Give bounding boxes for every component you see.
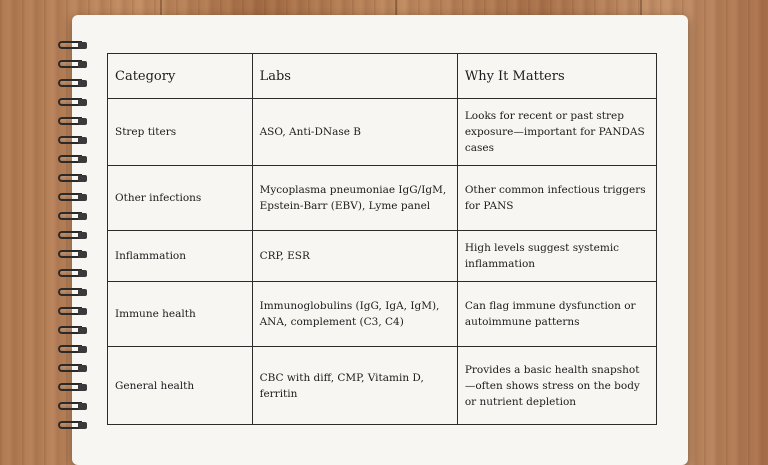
spiral-ring-icon [58, 325, 88, 336]
spiral-ring-icon [58, 97, 88, 108]
header-why-it-matters: Why It Matters [457, 54, 656, 99]
table-row [108, 99, 657, 166]
spiral-ring-icon [58, 344, 88, 355]
labs-cell: CRP, ESR [252, 231, 457, 282]
why-cell: Can flag immune dysfunction or autoimmune patterns [457, 282, 656, 347]
spiral-ring-icon [58, 287, 88, 298]
lab-tests-table [107, 53, 657, 425]
table-header-row [108, 54, 657, 99]
spiral-ring-icon [58, 249, 88, 260]
spiral-ring-icon [58, 420, 88, 431]
spiral-ring-icon [58, 40, 88, 51]
category-cell: Other infections [108, 166, 253, 231]
spiral-ring-icon [58, 78, 88, 89]
why-cell: Provides a basic health snapshot—often shows stress on the body or nutrient depletion [457, 347, 656, 425]
table-row [108, 166, 657, 231]
spiral-ring-icon [58, 382, 88, 393]
why-cell: High levels suggest systemic inflammation [457, 231, 656, 282]
category-cell: Inflammation [108, 231, 253, 282]
spiral-ring-icon [58, 211, 88, 222]
spiral-ring-icon [58, 116, 88, 127]
spiral-ring-icon [58, 192, 88, 203]
why-cell: Looks for recent or past strep exposure—important for PANDAS cases [457, 99, 656, 166]
category-cell: General health [108, 347, 253, 425]
header-labs: Labs [252, 54, 457, 99]
spiral-ring-icon [58, 268, 88, 279]
header-category: Category [108, 54, 253, 99]
table-row [108, 347, 657, 425]
labs-cell: Mycoplasma pneumoniae IgG/IgM, Epstein-Barr (EBV), Lyme panel [252, 166, 457, 231]
labs-cell: CBC with diff, CMP, Vitamin D, ferritin [252, 347, 457, 425]
spiral-ring-icon [58, 173, 88, 184]
spiral-ring-icon [58, 401, 88, 412]
category-cell: Strep titers [108, 99, 253, 166]
spiral-ring-icon [58, 306, 88, 317]
category-cell: Immune health [108, 282, 253, 347]
labs-cell: ASO, Anti-DNase B [252, 99, 457, 166]
spiral-ring-icon [58, 154, 88, 165]
labs-cell: Immunoglobulins (IgG, IgA, IgM), ANA, complement (C3, C4) [252, 282, 457, 347]
table-row [108, 231, 657, 282]
table-row [108, 282, 657, 347]
why-cell: Other common infectious triggers for PANS [457, 166, 656, 231]
spiral-ring-icon [58, 230, 88, 241]
spiral-ring-icon [58, 363, 88, 374]
spiral-binding [58, 40, 94, 440]
spiral-ring-icon [58, 59, 88, 70]
spiral-ring-icon [58, 135, 88, 146]
